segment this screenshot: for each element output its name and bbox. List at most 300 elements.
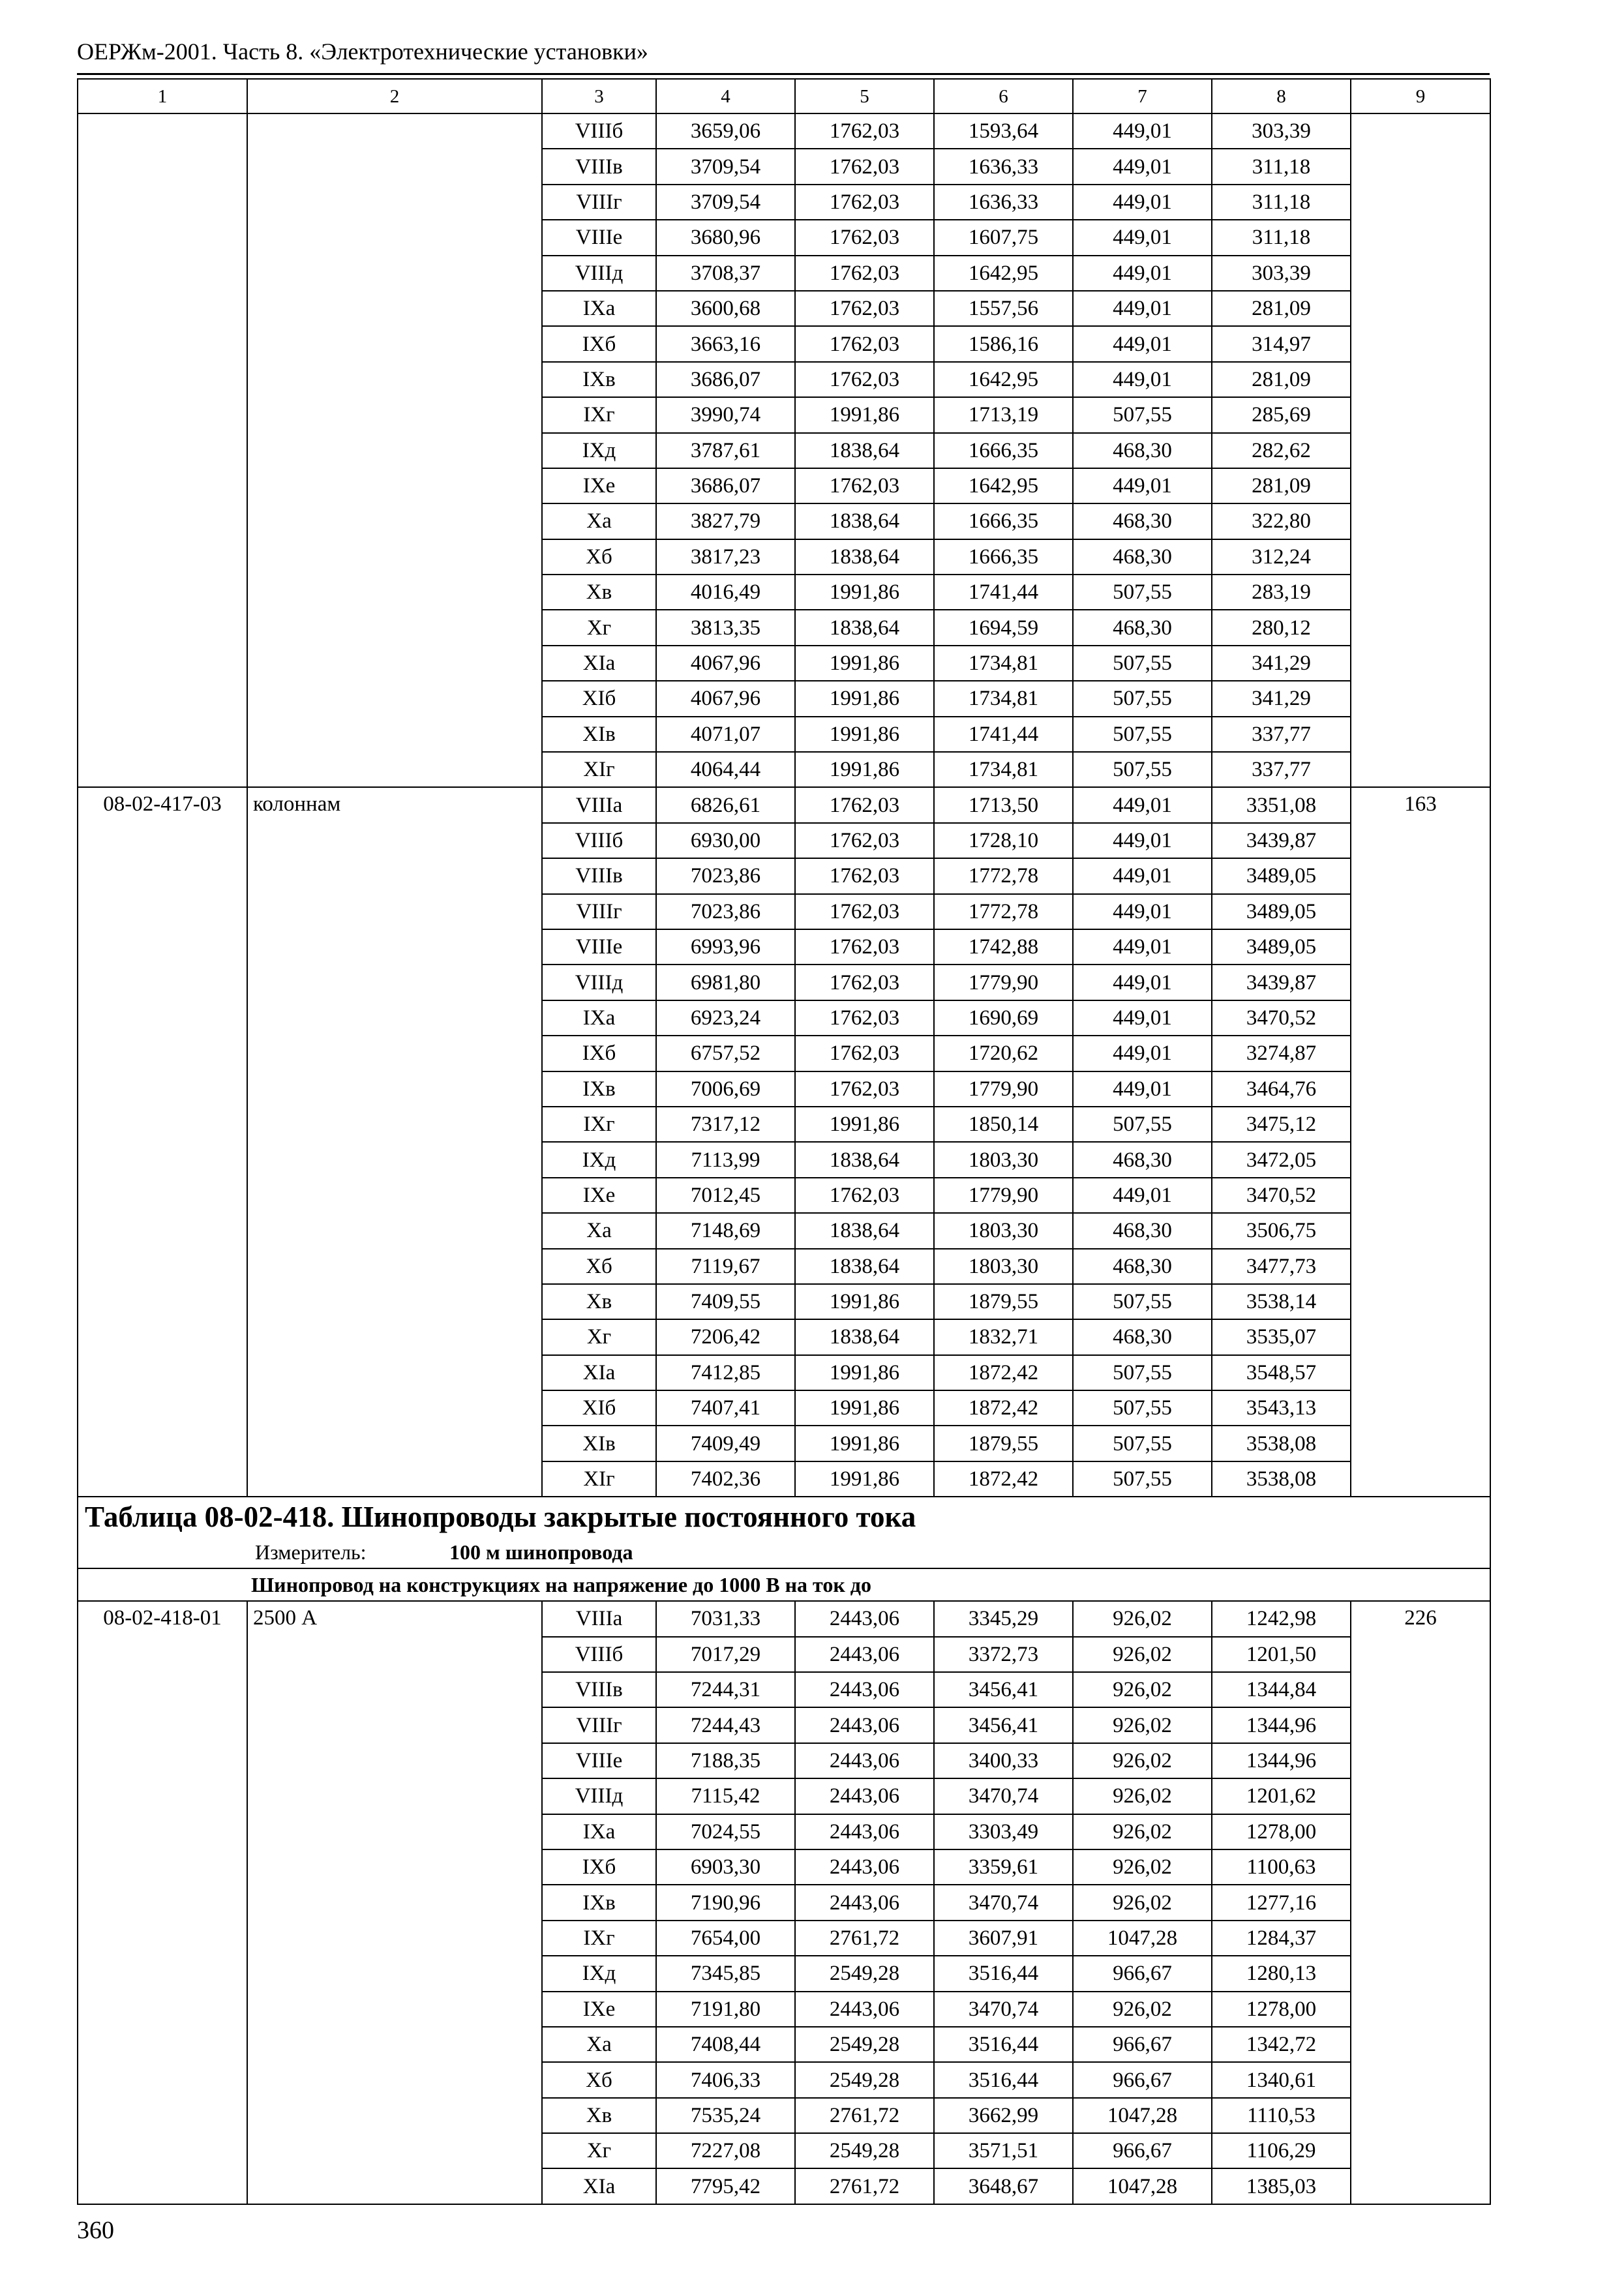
value-cell: 1762,03	[795, 1071, 934, 1107]
value-cell: 7023,86	[656, 894, 795, 929]
value-cell: 1280,13	[1212, 1956, 1351, 1991]
value-cell: 449,01	[1073, 326, 1212, 361]
value-cell: 468,30	[1073, 539, 1212, 575]
table-row	[78, 1601, 1490, 1636]
value-cell: 1762,03	[795, 894, 934, 929]
zone-cell: IXв	[542, 1885, 656, 1920]
value-cell: 3535,07	[1212, 1319, 1351, 1354]
value-cell: 2549,28	[795, 2133, 934, 2168]
value-cell: 6930,00	[656, 823, 795, 858]
value-cell: 2443,06	[795, 1814, 934, 1849]
zone-cell: Xв	[542, 575, 656, 610]
value-cell: 1636,33	[934, 185, 1073, 220]
header-rule	[77, 73, 1490, 75]
value-cell: 7535,24	[656, 2098, 795, 2133]
value-cell: 449,01	[1073, 1000, 1212, 1036]
value-cell: 3662,99	[934, 2098, 1073, 2133]
value-cell: 7412,85	[656, 1355, 795, 1390]
value-cell: 1779,90	[934, 1071, 1073, 1107]
value-cell: 1772,78	[934, 894, 1073, 929]
zone-cell: IXб	[542, 326, 656, 361]
value-cell: 2761,72	[795, 2168, 934, 2204]
value-cell: 341,29	[1212, 646, 1351, 681]
value-cell: 449,01	[1073, 185, 1212, 220]
col9-value	[1351, 113, 1490, 787]
value-cell: 449,01	[1073, 929, 1212, 965]
value-cell: 312,24	[1212, 539, 1351, 575]
value-cell: 2761,72	[795, 1921, 934, 1956]
zone-cell: Xб	[542, 539, 656, 575]
value-cell: 468,30	[1073, 1213, 1212, 1248]
value-cell: 6981,80	[656, 965, 795, 1000]
zone-cell: VIIIe	[542, 929, 656, 965]
value-cell: 3813,35	[656, 610, 795, 645]
value-cell: 468,30	[1073, 1142, 1212, 1177]
value-cell: 3708,37	[656, 256, 795, 291]
col-num: 6	[934, 79, 1073, 113]
value-cell: 3538,14	[1212, 1284, 1351, 1319]
column-number-row	[78, 79, 1490, 113]
value-cell: 1838,64	[795, 539, 934, 575]
value-cell: 6923,24	[656, 1000, 795, 1036]
value-cell: 1991,86	[795, 1107, 934, 1142]
value-cell: 4016,49	[656, 575, 795, 610]
measure-label: Измеритель:	[255, 1540, 367, 1564]
value-cell: 2443,06	[795, 1885, 934, 1920]
value-cell: 3456,41	[934, 1707, 1073, 1743]
col9-value: 163	[1351, 787, 1490, 1497]
zone-cell: Xa	[542, 503, 656, 539]
zone-cell: VIIIд	[542, 1778, 656, 1814]
rate-name	[247, 113, 542, 787]
value-cell: 4067,96	[656, 646, 795, 681]
zone-cell: IXд	[542, 1956, 656, 1991]
value-cell: 1201,50	[1212, 1637, 1351, 1672]
value-cell: 468,30	[1073, 503, 1212, 539]
value-cell: 507,55	[1073, 681, 1212, 716]
value-cell: 1642,95	[934, 362, 1073, 397]
value-cell: 7031,33	[656, 1601, 795, 1636]
value-cell: 507,55	[1073, 1426, 1212, 1461]
value-cell: 2761,72	[795, 2098, 934, 2133]
value-cell: 1734,81	[934, 752, 1073, 787]
value-cell: 1762,03	[795, 468, 934, 503]
value-cell: 3648,67	[934, 2168, 1073, 2204]
value-cell: 7024,55	[656, 1814, 795, 1849]
value-cell: 1762,03	[795, 787, 934, 822]
subheading: Шинопровод на конструкциях на напряжение до 1000 В на ток до	[78, 1568, 1490, 1601]
zone-cell: XIг	[542, 1461, 656, 1497]
value-cell: 3472,05	[1212, 1142, 1351, 1177]
zone-cell: XIa	[542, 646, 656, 681]
value-cell: 7244,31	[656, 1672, 795, 1707]
value-cell: 507,55	[1073, 717, 1212, 752]
value-cell: 1100,63	[1212, 1849, 1351, 1885]
value-cell: 7402,36	[656, 1461, 795, 1497]
col-num: 4	[656, 79, 795, 113]
value-cell: 3659,06	[656, 113, 795, 149]
value-cell: 926,02	[1073, 1743, 1212, 1778]
value-cell: 7345,85	[656, 1956, 795, 1991]
zone-cell: VIIIг	[542, 894, 656, 929]
value-cell: 7244,43	[656, 1707, 795, 1743]
measure-value: 100 м шинопровода	[449, 1540, 633, 1564]
value-cell: 468,30	[1073, 1249, 1212, 1284]
zone-cell: IXб	[542, 1036, 656, 1071]
value-cell: 1838,64	[795, 1213, 934, 1248]
zone-cell: Xб	[542, 2062, 656, 2097]
value-cell: 1762,03	[795, 326, 934, 361]
value-cell: 7188,35	[656, 1743, 795, 1778]
value-cell: 1838,64	[795, 610, 934, 645]
value-cell: 3516,44	[934, 2027, 1073, 2062]
value-cell: 1991,86	[795, 1461, 934, 1497]
value-cell: 449,01	[1073, 1071, 1212, 1107]
value-cell: 3516,44	[934, 2062, 1073, 2097]
value-cell: 507,55	[1073, 752, 1212, 787]
value-cell: 1991,86	[795, 397, 934, 432]
value-cell: 1636,33	[934, 149, 1073, 184]
value-cell: 1666,35	[934, 433, 1073, 468]
value-cell: 3470,74	[934, 1885, 1073, 1920]
value-cell: 1607,75	[934, 220, 1073, 255]
value-cell: 1741,44	[934, 717, 1073, 752]
value-cell: 303,39	[1212, 256, 1351, 291]
value-cell: 2443,06	[795, 1849, 934, 1885]
value-cell: 1762,03	[795, 362, 934, 397]
value-cell: 7317,12	[656, 1107, 795, 1142]
value-cell: 1991,86	[795, 1284, 934, 1319]
col-num: 7	[1073, 79, 1212, 113]
value-cell: 7023,86	[656, 858, 795, 893]
value-cell: 7190,96	[656, 1885, 795, 1920]
value-cell: 507,55	[1073, 1355, 1212, 1390]
value-cell: 6826,61	[656, 787, 795, 822]
value-cell: 3456,41	[934, 1672, 1073, 1707]
value-cell: 3303,49	[934, 1814, 1073, 1849]
col-num: 2	[247, 79, 542, 113]
value-cell: 7115,42	[656, 1778, 795, 1814]
zone-cell: Xг	[542, 2133, 656, 2168]
value-cell: 926,02	[1073, 1637, 1212, 1672]
value-cell: 7409,49	[656, 1426, 795, 1461]
value-cell: 507,55	[1073, 1107, 1212, 1142]
value-cell: 1850,14	[934, 1107, 1073, 1142]
value-cell: 337,77	[1212, 717, 1351, 752]
value-cell: 3351,08	[1212, 787, 1351, 822]
value-cell: 7148,69	[656, 1213, 795, 1248]
table-row	[78, 787, 1490, 822]
value-cell: 1342,72	[1212, 2027, 1351, 2062]
value-cell: 7406,33	[656, 2062, 795, 2097]
col9-value: 226	[1351, 1601, 1490, 2204]
value-cell: 6993,96	[656, 929, 795, 965]
measure-row	[78, 1536, 1490, 1568]
rate-name: 2500 А	[247, 1601, 542, 2204]
value-cell: 1586,16	[934, 326, 1073, 361]
zone-cell: IXб	[542, 1849, 656, 1885]
value-cell: 3470,74	[934, 1778, 1073, 1814]
value-cell: 449,01	[1073, 858, 1212, 893]
value-cell: 3439,87	[1212, 823, 1351, 858]
value-cell: 926,02	[1073, 1778, 1212, 1814]
value-cell: 1242,98	[1212, 1601, 1351, 1636]
value-cell: 449,01	[1073, 1178, 1212, 1213]
value-cell: 1872,42	[934, 1390, 1073, 1426]
value-cell: 1694,59	[934, 610, 1073, 645]
value-cell: 3274,87	[1212, 1036, 1351, 1071]
value-cell: 3571,51	[934, 2133, 1073, 2168]
zone-cell: IXв	[542, 1071, 656, 1107]
value-cell: 311,18	[1212, 149, 1351, 184]
rate-code	[78, 113, 247, 787]
value-cell: 449,01	[1073, 468, 1212, 503]
value-cell: 1879,55	[934, 1426, 1073, 1461]
value-cell: 1690,69	[934, 1000, 1073, 1036]
value-cell: 4064,44	[656, 752, 795, 787]
value-cell: 926,02	[1073, 1601, 1212, 1636]
value-cell: 468,30	[1073, 433, 1212, 468]
value-cell: 3489,05	[1212, 894, 1351, 929]
value-cell: 314,97	[1212, 326, 1351, 361]
value-cell: 1838,64	[795, 503, 934, 539]
value-cell: 1110,53	[1212, 2098, 1351, 2133]
value-cell: 3548,57	[1212, 1355, 1351, 1390]
value-cell: 7409,55	[656, 1284, 795, 1319]
value-cell: 283,19	[1212, 575, 1351, 610]
value-cell: 1762,03	[795, 220, 934, 255]
value-cell: 507,55	[1073, 575, 1212, 610]
value-cell: 449,01	[1073, 291, 1212, 326]
value-cell: 926,02	[1073, 1707, 1212, 1743]
value-cell: 1713,50	[934, 787, 1073, 822]
value-cell: 3787,61	[656, 433, 795, 468]
value-cell: 1762,03	[795, 929, 934, 965]
value-cell: 1762,03	[795, 1178, 934, 1213]
zone-cell: IXa	[542, 291, 656, 326]
value-cell: 285,69	[1212, 397, 1351, 432]
page-number: 360	[77, 2217, 114, 2244]
value-cell: 1991,86	[795, 646, 934, 681]
value-cell: 2443,06	[795, 1601, 934, 1636]
value-cell: 1278,00	[1212, 1814, 1351, 1849]
value-cell: 1762,03	[795, 1000, 934, 1036]
value-cell: 1872,42	[934, 1461, 1073, 1497]
value-cell: 7017,29	[656, 1637, 795, 1672]
value-cell: 449,01	[1073, 1036, 1212, 1071]
zone-cell: VIIIв	[542, 149, 656, 184]
value-cell: 3827,79	[656, 503, 795, 539]
value-cell: 1762,03	[795, 291, 934, 326]
value-cell: 449,01	[1073, 113, 1212, 149]
zone-cell: IXa	[542, 1000, 656, 1036]
value-cell: 966,67	[1073, 2062, 1212, 2097]
value-cell: 7407,41	[656, 1390, 795, 1426]
value-cell: 966,67	[1073, 1956, 1212, 1991]
col-num: 8	[1212, 79, 1351, 113]
table-title-row	[78, 1497, 1490, 1536]
value-cell: 449,01	[1073, 894, 1212, 929]
zone-cell: IXд	[542, 433, 656, 468]
value-cell: 341,29	[1212, 681, 1351, 716]
value-cell: 7206,42	[656, 1319, 795, 1354]
value-cell: 1762,03	[795, 965, 934, 1000]
value-cell: 468,30	[1073, 610, 1212, 645]
value-cell: 3600,68	[656, 291, 795, 326]
value-cell: 966,67	[1073, 2027, 1212, 2062]
value-cell: 282,62	[1212, 433, 1351, 468]
col-num: 3	[542, 79, 656, 113]
rate-name: колоннам	[247, 787, 542, 1497]
value-cell: 926,02	[1073, 1885, 1212, 1920]
value-cell: 507,55	[1073, 1390, 1212, 1426]
value-cell: 3817,23	[656, 539, 795, 575]
value-cell: 7227,08	[656, 2133, 795, 2168]
value-cell: 449,01	[1073, 787, 1212, 822]
value-cell: 2443,06	[795, 1992, 934, 2027]
value-cell: 1666,35	[934, 539, 1073, 575]
zone-cell: VIIIд	[542, 256, 656, 291]
value-cell: 468,30	[1073, 1319, 1212, 1354]
col-num: 5	[795, 79, 934, 113]
value-cell: 1713,19	[934, 397, 1073, 432]
value-cell: 449,01	[1073, 362, 1212, 397]
value-cell: 1803,30	[934, 1249, 1073, 1284]
value-cell: 1991,86	[795, 575, 934, 610]
value-cell: 7191,80	[656, 1992, 795, 2027]
rate-code: 08-02-418-01	[78, 1601, 247, 2204]
value-cell: 1838,64	[795, 1319, 934, 1354]
value-cell: 7119,67	[656, 1249, 795, 1284]
measure-cell	[78, 1536, 1490, 1568]
col-num: 1	[78, 79, 247, 113]
value-cell: 1734,81	[934, 646, 1073, 681]
value-cell: 6757,52	[656, 1036, 795, 1071]
value-cell: 6903,30	[656, 1849, 795, 1885]
value-cell: 449,01	[1073, 149, 1212, 184]
value-cell: 2549,28	[795, 2062, 934, 2097]
value-cell: 4071,07	[656, 717, 795, 752]
zone-cell: IXг	[542, 1107, 656, 1142]
value-cell: 3477,73	[1212, 1249, 1351, 1284]
value-cell: 3359,61	[934, 1849, 1073, 1885]
value-cell: 449,01	[1073, 256, 1212, 291]
zone-cell: IXe	[542, 1992, 656, 2027]
value-cell: 311,18	[1212, 220, 1351, 255]
value-cell: 3709,54	[656, 149, 795, 184]
value-cell: 1772,78	[934, 858, 1073, 893]
value-cell: 3475,12	[1212, 1107, 1351, 1142]
value-cell: 3680,96	[656, 220, 795, 255]
value-cell: 1762,03	[795, 113, 934, 149]
value-cell: 1642,95	[934, 468, 1073, 503]
value-cell: 3686,07	[656, 362, 795, 397]
value-cell: 1728,10	[934, 823, 1073, 858]
zone-cell: XIб	[542, 681, 656, 716]
value-cell: 2443,06	[795, 1672, 934, 1707]
value-cell: 1201,62	[1212, 1778, 1351, 1814]
value-cell: 449,01	[1073, 220, 1212, 255]
value-cell: 1762,03	[795, 858, 934, 893]
value-cell: 449,01	[1073, 965, 1212, 1000]
value-cell: 1284,37	[1212, 1921, 1351, 1956]
zone-cell: XIв	[542, 1426, 656, 1461]
value-cell: 1991,86	[795, 717, 934, 752]
zone-cell: VIIIб	[542, 823, 656, 858]
zone-cell: XIa	[542, 2168, 656, 2204]
value-cell: 3607,91	[934, 1921, 1073, 1956]
value-cell: 1344,96	[1212, 1707, 1351, 1743]
zone-cell: IXд	[542, 1142, 656, 1177]
zone-cell: IXв	[542, 362, 656, 397]
value-cell: 3439,87	[1212, 965, 1351, 1000]
value-cell: 7654,00	[656, 1921, 795, 1956]
zone-cell: VIIIв	[542, 1672, 656, 1707]
value-cell: 926,02	[1073, 1814, 1212, 1849]
zone-cell: VIIIг	[542, 185, 656, 220]
zone-cell: Xa	[542, 1213, 656, 1248]
value-cell: 1872,42	[934, 1355, 1073, 1390]
value-cell: 7795,42	[656, 2168, 795, 2204]
value-cell: 3663,16	[656, 326, 795, 361]
value-cell: 1642,95	[934, 256, 1073, 291]
zone-cell: XIa	[542, 1355, 656, 1390]
value-cell: 1832,71	[934, 1319, 1073, 1354]
value-cell: 3538,08	[1212, 1426, 1351, 1461]
value-cell: 1344,84	[1212, 1672, 1351, 1707]
value-cell: 1879,55	[934, 1284, 1073, 1319]
value-cell: 4067,96	[656, 681, 795, 716]
value-cell: 1734,81	[934, 681, 1073, 716]
value-cell: 1762,03	[795, 149, 934, 184]
value-cell: 1762,03	[795, 823, 934, 858]
value-cell: 926,02	[1073, 1992, 1212, 2027]
value-cell: 3470,52	[1212, 1178, 1351, 1213]
value-cell: 1277,16	[1212, 1885, 1351, 1920]
value-cell: 1741,44	[934, 575, 1073, 610]
value-cell: 1557,56	[934, 291, 1073, 326]
value-cell: 3686,07	[656, 468, 795, 503]
value-cell: 7113,99	[656, 1142, 795, 1177]
zone-cell: VIIIe	[542, 1743, 656, 1778]
value-cell: 3489,05	[1212, 858, 1351, 893]
value-cell: 1991,86	[795, 1426, 934, 1461]
value-cell: 1344,96	[1212, 1743, 1351, 1778]
value-cell: 303,39	[1212, 113, 1351, 149]
value-cell: 1838,64	[795, 1142, 934, 1177]
value-cell: 1762,03	[795, 185, 934, 220]
value-cell: 1779,90	[934, 1178, 1073, 1213]
subheading-row	[78, 1568, 1490, 1601]
value-cell: 322,80	[1212, 503, 1351, 539]
value-cell: 337,77	[1212, 752, 1351, 787]
value-cell: 3543,13	[1212, 1390, 1351, 1426]
table-title: Таблица 08-02-418. Шинопроводы закрытые постоянного тока	[78, 1497, 1490, 1536]
value-cell: 7006,69	[656, 1071, 795, 1107]
value-cell: 311,18	[1212, 185, 1351, 220]
value-cell: 1991,86	[795, 752, 934, 787]
value-cell: 3990,74	[656, 397, 795, 432]
value-cell: 3506,75	[1212, 1213, 1351, 1248]
value-cell: 1779,90	[934, 965, 1073, 1000]
value-cell: 1047,28	[1073, 2098, 1212, 2133]
value-cell: 507,55	[1073, 646, 1212, 681]
value-cell: 507,55	[1073, 1461, 1212, 1497]
value-cell: 966,67	[1073, 2133, 1212, 2168]
value-cell: 2549,28	[795, 1956, 934, 1991]
value-cell: 2443,06	[795, 1743, 934, 1778]
value-cell: 3709,54	[656, 185, 795, 220]
